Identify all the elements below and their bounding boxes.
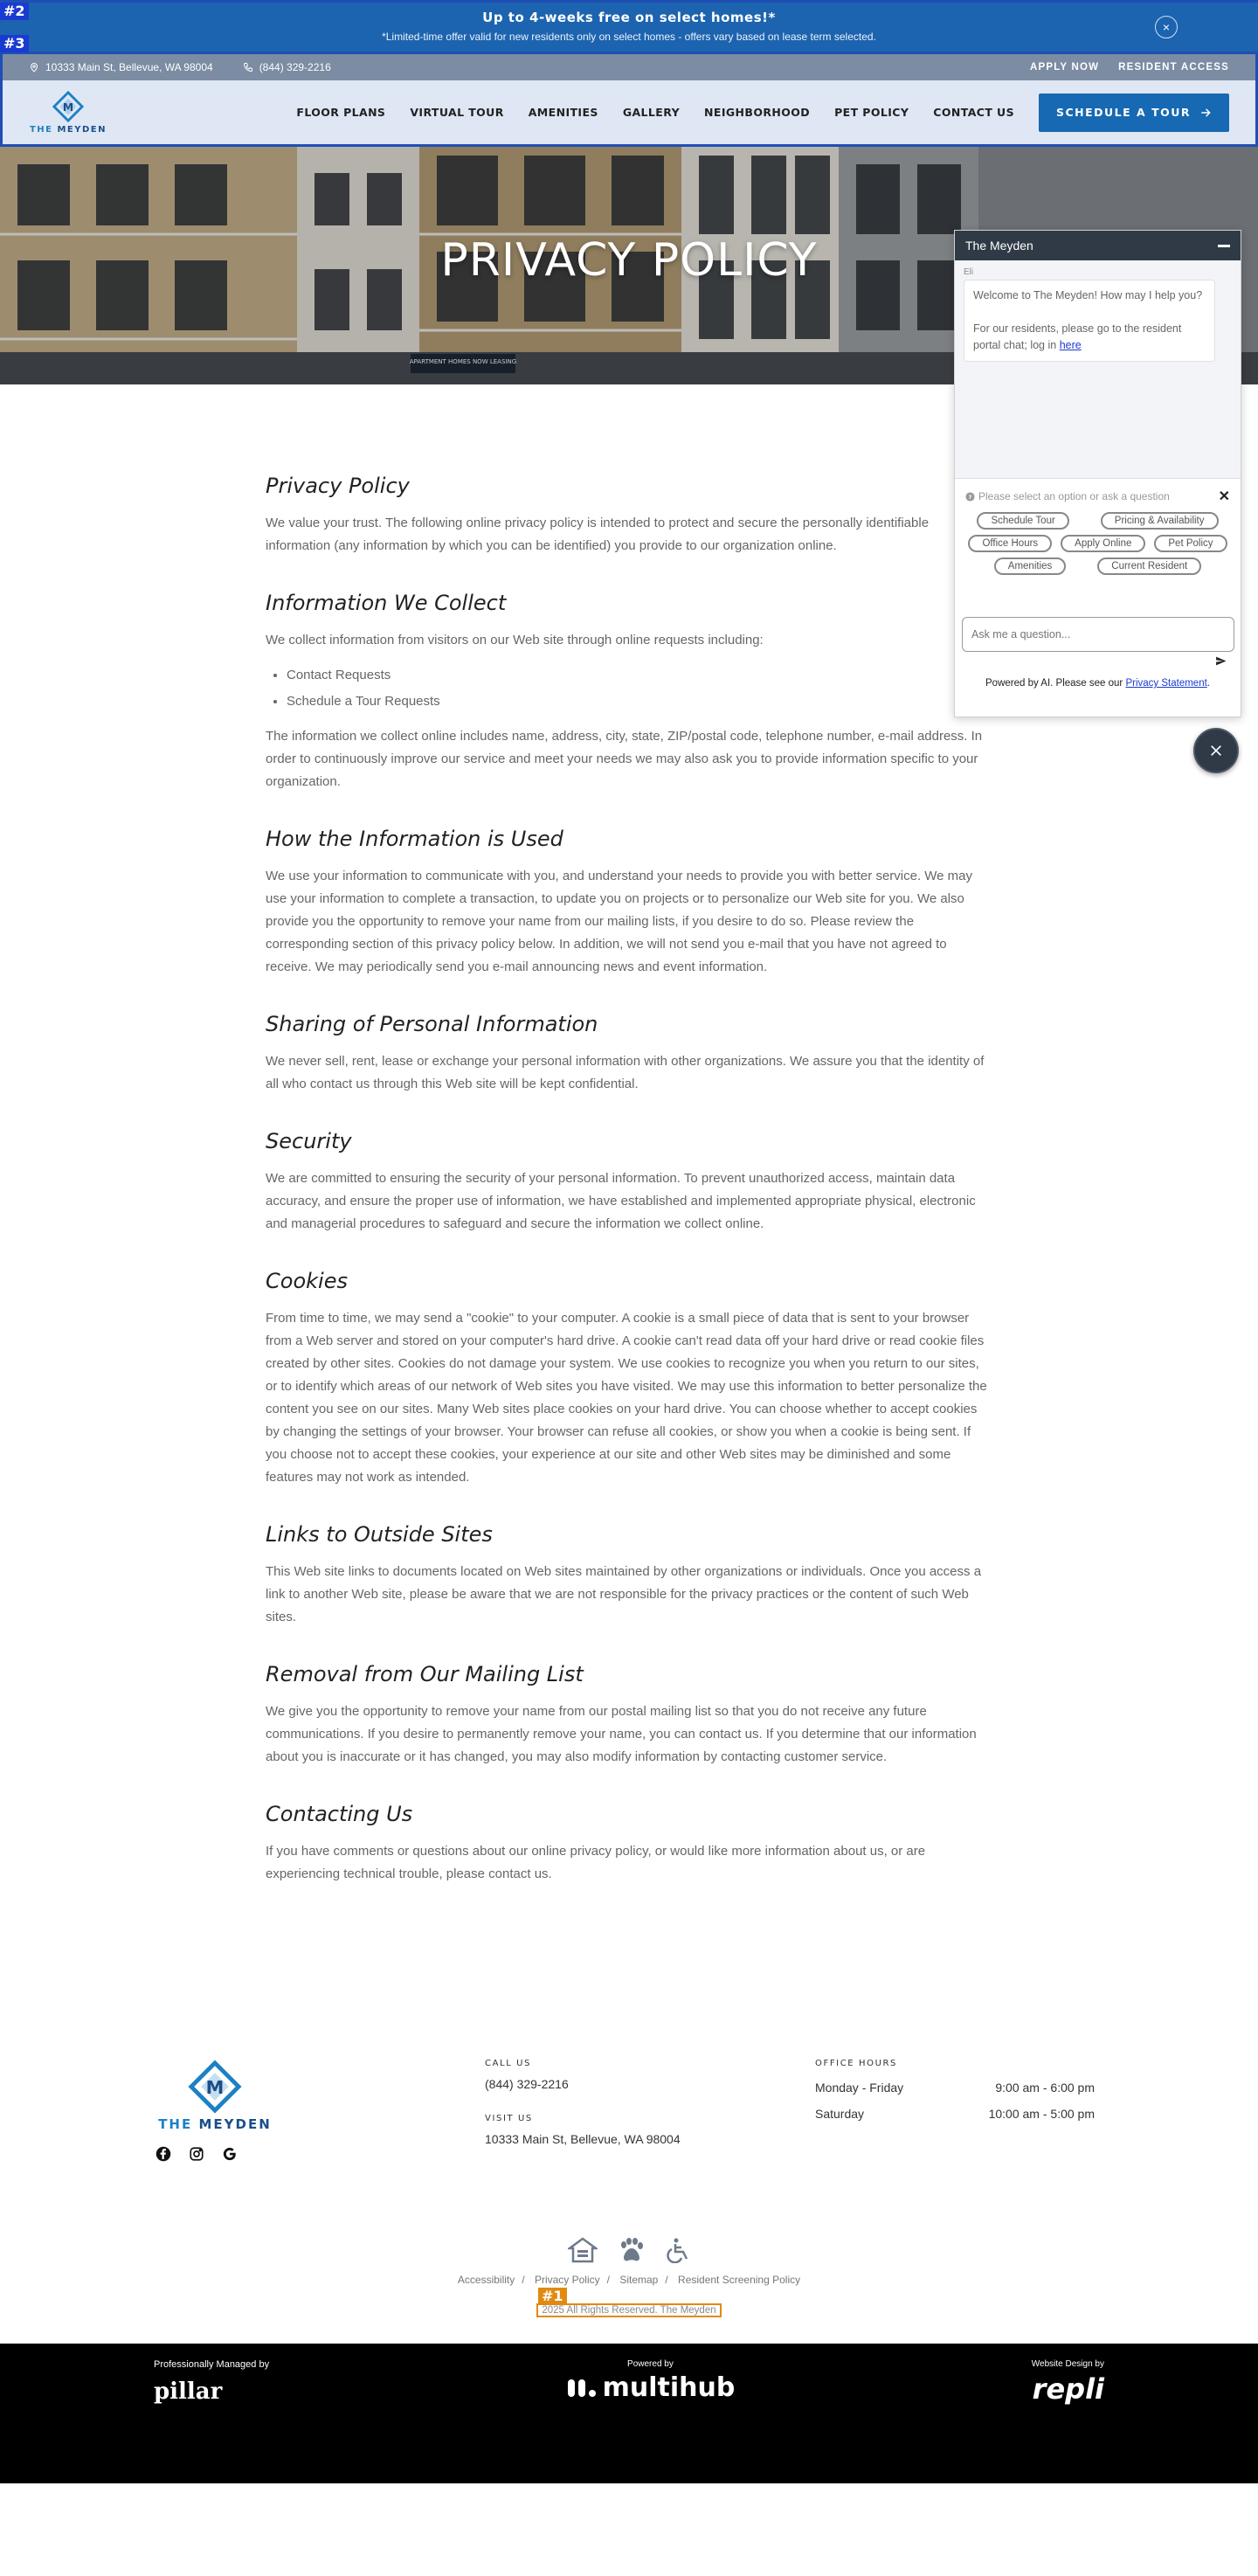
footer-link-sitemap[interactable]: Sitemap	[619, 2274, 659, 2286]
main-navigation	[0, 80, 1258, 147]
nav-gallery[interactable]: GALLERY	[622, 106, 681, 119]
policy-section	[266, 1129, 991, 1236]
chat-welcome-text: Welcome to The Meyden! How may I help you?	[973, 289, 1203, 301]
promo-title: Up to 4-weeks free on select homes!*	[482, 10, 776, 25]
chat-send-row	[955, 652, 1241, 671]
nav-pet-policy[interactable]: PET POLICY	[834, 106, 909, 119]
footer-logo-name: MEYDEN	[198, 2116, 272, 2132]
policy-section	[266, 1269, 991, 1489]
chat-prompt-text: Please select an option or ask a question	[978, 490, 1170, 502]
powered-label: Powered by	[627, 2359, 674, 2369]
footer-contact	[485, 2059, 815, 2169]
multihub-mark-icon	[566, 2376, 598, 2400]
utility-address-text: 10333 Main St, Bellevue, WA 98004	[45, 61, 213, 73]
section-list	[287, 662, 991, 715]
logo-the: THE	[29, 125, 53, 135]
chip-pet-policy[interactable]: Pet Policy	[1154, 535, 1227, 552]
policy-section	[266, 1012, 991, 1096]
section-heading: Information We Collect	[266, 591, 507, 615]
logo-name: MEYDEN	[57, 125, 107, 135]
resident-access-link[interactable]: RESIDENT ACCESS	[1118, 62, 1229, 73]
svg-text:?: ?	[968, 493, 972, 501]
utility-phone-text: (844) 329-2216	[259, 61, 331, 73]
utility-phone[interactable]	[243, 61, 331, 73]
section-heading: Cookies	[266, 1269, 348, 1293]
hours-row	[815, 2081, 1095, 2095]
footer-logo-the: THE	[158, 2116, 193, 2132]
hours-time: 9:00 am - 6:00 pm	[995, 2081, 1095, 2095]
powered-by	[566, 2359, 736, 2483]
chat-footer: Powered by AI. Please see our Privacy Statement.	[985, 678, 1210, 689]
footer-link-accessibility[interactable]: Accessibility	[457, 2274, 515, 2286]
hours-day: Monday - Friday	[815, 2081, 904, 2095]
chip-amenities[interactable]: Amenities	[994, 557, 1067, 575]
svg-text:M: M	[205, 2077, 225, 2098]
chat-input[interactable]	[962, 617, 1234, 652]
footer	[0, 2006, 1258, 2344]
nav-contact-us[interactable]: CONTACT US	[933, 106, 1014, 119]
section-paragraph: We collect information from visitors on our Web site through online requests including:	[266, 633, 764, 647]
footer-link-privacy-policy[interactable]: Privacy Policy	[534, 2274, 600, 2286]
arrow-right-icon	[1199, 107, 1212, 119]
footer-address[interactable]: 10333 Main St, Bellevue, WA 98004	[485, 2132, 681, 2146]
policy-content	[266, 384, 991, 2006]
chip-pricing-availability[interactable]: Pricing & Availability	[1101, 512, 1219, 530]
chip-office-hours[interactable]: Office Hours	[968, 535, 1052, 552]
hours-time: 10:00 am - 5:00 pm	[988, 2107, 1095, 2121]
pillar-logo[interactable]: pillar	[154, 2379, 223, 2405]
hours-row	[815, 2107, 1095, 2121]
policy-section	[266, 474, 991, 557]
chat-prompt	[955, 479, 1241, 510]
section-paragraph: If you have comments or questions about our online privacy policy, or would like more information about us, or are experiencing technical trouble, please contact us.	[266, 1844, 926, 1881]
chat-close-button[interactable]	[1193, 728, 1239, 773]
policy-section	[266, 591, 991, 793]
section-paragraph: We never sell, rent, lease or exchange your personal information with other organizations. We assure you that the identity of all who contact us through this Web site will be kept confidential.	[266, 1054, 985, 1091]
chat-message	[964, 280, 1215, 362]
section-paragraph: The information we collect online includes name, address, city, state, ZIP/postal code, telephone number, e-mail address. In order to continuously improve our service and meet your needs we may also ask you to provide information specific to your organization.	[266, 729, 983, 789]
site-logo[interactable]	[29, 90, 107, 135]
schedule-tour-button[interactable]	[1039, 93, 1229, 132]
page-title: PRIVACY POLICY	[440, 234, 818, 287]
nav-floor-plans[interactable]: FLOOR PLANS	[296, 106, 386, 119]
apply-now-link[interactable]: APPLY NOW	[1029, 62, 1100, 73]
call-us-label: CALL US	[485, 2059, 532, 2068]
section-paragraph: We give you the opportunity to remove your name from our postal mailing list so that you do not receive any future communications. If you desire to permanently remove your name, you can contact us. If you determine that our information about you is inaccurate or it has changed, you may also modify information by contacting customer service.	[266, 1704, 977, 1764]
office-hours	[815, 2059, 1095, 2169]
chat-resident-text: For our residents, please go to the resident portal chat; log in	[973, 322, 1182, 351]
annotation-tag: #3	[0, 35, 29, 52]
copyright-text	[536, 2288, 722, 2317]
chat-header	[955, 231, 1241, 260]
section-paragraph: This Web site links to documents located on Web sites maintained by other organizations or individuals. Once you access a link to another Web site, please be aware that we are not responsible for the privacy practices or the content of such Web sites.	[266, 1564, 982, 1624]
svg-text:M: M	[62, 100, 74, 114]
hours-day: Saturday	[815, 2107, 865, 2121]
design-label: Website Design by	[1031, 2359, 1104, 2369]
equal-housing-icon	[568, 2237, 598, 2263]
social-links	[156, 2146, 485, 2162]
chip-apply-online[interactable]: Apply Online	[1061, 535, 1145, 552]
pet-friendly-icon	[617, 2237, 645, 2263]
chat-footer-text: Powered by AI. Please see our	[985, 678, 1123, 689]
google-icon[interactable]	[222, 2146, 238, 2162]
chat-resident-link[interactable]: here	[1059, 339, 1082, 351]
footer-links: Accessibility / Privacy Policy / Sitemap / Resident Screening Policy	[457, 2274, 801, 2286]
policy-section	[266, 827, 991, 979]
chat-minimize-button[interactable]	[1218, 245, 1230, 247]
chat-quick-options	[955, 510, 1241, 577]
close-icon	[1209, 744, 1223, 758]
nav-virtual-tour[interactable]: VIRTUAL TOUR	[410, 106, 504, 119]
footer-brand	[154, 2059, 485, 2169]
section-heading: Security	[266, 1129, 352, 1153]
section-heading: Links to Outside Sites	[266, 1522, 493, 1547]
compliance-icons	[0, 2237, 1258, 2263]
map-pin-icon	[29, 62, 39, 73]
policy-section	[266, 1802, 991, 1886]
utility-address[interactable]	[29, 61, 213, 73]
nav-neighborhood[interactable]: NEIGHBORHOOD	[704, 106, 811, 119]
chat-messages	[955, 260, 1241, 479]
policy-section	[266, 1662, 991, 1769]
policy-section	[266, 1522, 991, 1629]
promo-close-button[interactable]: ×	[1155, 16, 1178, 38]
promo-banner	[0, 0, 1258, 54]
facebook-icon[interactable]	[156, 2146, 171, 2162]
chat-privacy-link[interactable]: Privacy Statement	[1125, 678, 1207, 689]
footer-link-resident-screening[interactable]: Resident Screening Policy	[678, 2274, 801, 2286]
nav-menu	[296, 106, 1014, 119]
meyden-logo-icon	[52, 90, 85, 123]
section-heading: Privacy Policy	[266, 474, 410, 498]
hero-sign-text: APARTMENT HOMES NOW LEASING	[409, 358, 517, 365]
instagram-icon[interactable]	[189, 2146, 204, 2162]
accessibility-icon	[664, 2237, 690, 2263]
annotation-tag: #1	[538, 2288, 567, 2305]
repli-logo[interactable]: repli	[1032, 2372, 1104, 2406]
section-paragraph: We use your information to communicate with you, and understand your needs to provide you with better service. We may use your information to complete a transaction, to update you on projects or to personalize our Web site for you. We also provide you the opportunity to remove your name from our mailing lists, if you desire to do so. Please review the corresponding section of this privacy policy below. In addition, we will not send you e-mail that you have not agreed to receive. We may periodically send you e-mail announcing news and event information.	[266, 869, 973, 974]
send-icon[interactable]	[1215, 655, 1227, 667]
help-circle-icon	[965, 492, 975, 502]
managed-by	[154, 2359, 269, 2483]
copyright-label: 2025 All Rights Reserved. The Meyden	[542, 2305, 716, 2316]
chat-agent-name: Eli	[964, 267, 974, 277]
footer-logo[interactable]	[154, 2059, 276, 2132]
section-paragraph: We value your trust. The following online privacy policy is intended to protect and secure the personally identifiable information (any information by which you can be identified) you provide to our organization online.	[266, 516, 930, 553]
footer-phone[interactable]: (844) 329-2216	[485, 2077, 569, 2091]
chat-title: The Meyden	[965, 239, 1033, 253]
section-heading: Contacting Us	[266, 1802, 413, 1826]
chat-widget	[954, 230, 1241, 717]
meyden-logo-icon	[187, 2059, 243, 2115]
chip-schedule-tour[interactable]: Schedule Tour	[977, 512, 1068, 530]
chip-current-resident[interactable]: Current Resident	[1097, 557, 1201, 575]
visit-us-label: VISIT US	[485, 2114, 533, 2123]
annotation-tag: #2	[0, 3, 29, 20]
phone-icon	[243, 62, 253, 73]
multihub-name: multihub	[602, 2372, 736, 2403]
section-heading: Removal from Our Mailing List	[266, 1662, 584, 1686]
design-by	[1032, 2359, 1104, 2483]
multihub-logo[interactable]	[566, 2372, 736, 2403]
list-item: • Contact Requests	[287, 662, 991, 689]
schedule-tour-label: SCHEDULE A TOUR	[1055, 106, 1191, 119]
managed-label: Professionally Managed by	[154, 2359, 270, 2370]
list-item: • Schedule a Tour Requests	[287, 689, 991, 715]
section-heading: Sharing of Personal Information	[266, 1012, 598, 1036]
section-heading: How the Information is Used	[266, 827, 563, 851]
section-paragraph: We are committed to ensuring the security of your personal information. To prevent unauthorized access, maintain data accuracy, and ensure the proper use of information, we have established and implemented appropriate physical, electronic and managerial procedures to safeguard and secure the information we collect online.	[266, 1171, 976, 1231]
promo-subtitle: *Limited-time offer valid for new residents only on select homes - offers vary based on lease term selected.	[382, 31, 876, 43]
section-paragraph: From time to time, we may send a "cookie" to your computer. A cookie is a small piece of data that is sent to your browser from a Web server and stored on your computer's hard drive. A cookie can't read data off your hard drive or read cookie files created by other sites. Cookies do not damage your system. We use cookies to recognize you when you return to our sites, or to identify which areas of our network of Web sites you have visited. We may use this information to better personalize the content you see on our sites. Many Web sites place cookies on your hard drive. You can choose whether to accept cookies by changing the settings of your browser. Your browser can refuse all cookies, or show you when a cookie is being sent. If you choose not to accept these cookies, your experience at our site and other Web sites may be diminished and some features may not work as intended.	[266, 1311, 987, 1485]
nav-amenities[interactable]: AMENITIES	[528, 106, 598, 119]
office-hours-label: OFFICE HOURS	[815, 2059, 898, 2068]
partner-bar	[0, 2344, 1258, 2483]
chat-options-close-icon[interactable]: ✕	[1218, 489, 1230, 504]
